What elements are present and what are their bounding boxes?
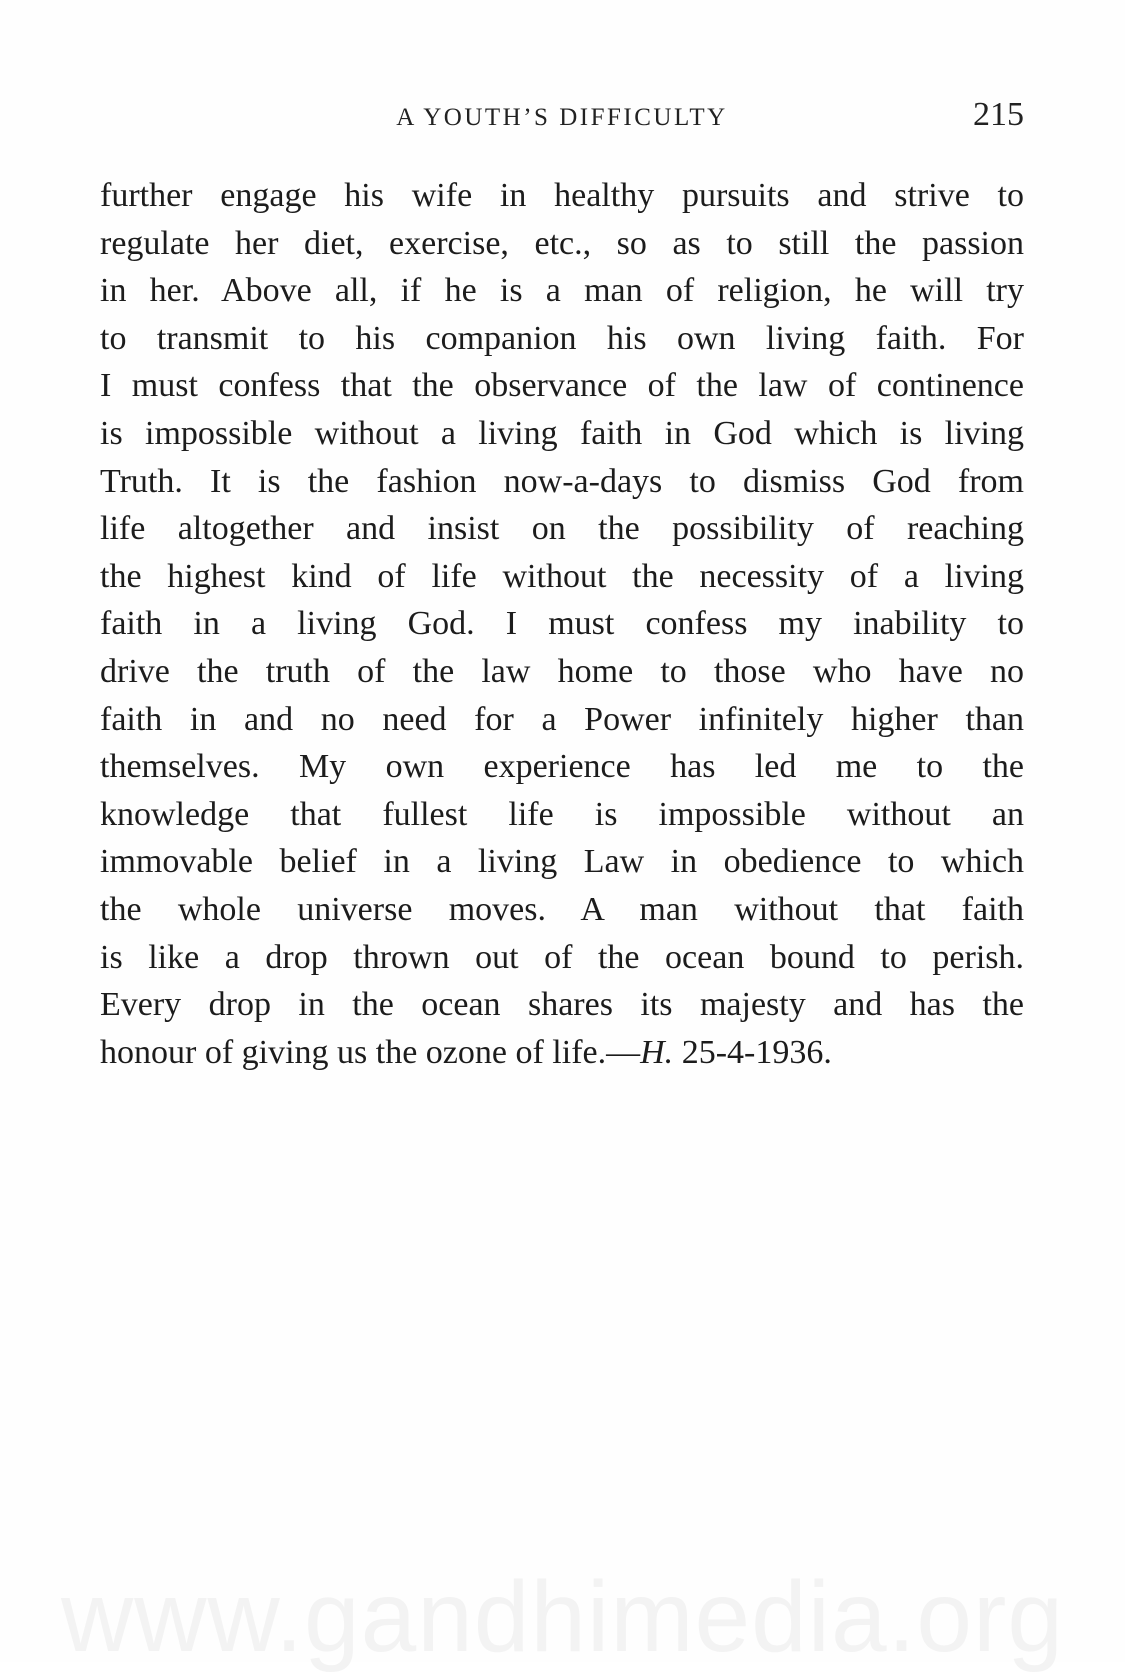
text-line: the highest kind of life without the necessity of a living xyxy=(100,557,1024,595)
text-line: knowledge that fullest life is impossible without an xyxy=(100,795,1024,833)
text-line: Truth. It is the fashion now-a-days to dismiss God from xyxy=(100,462,1024,500)
text-line: to transmit to his companion his own living faith. For xyxy=(100,319,1024,357)
text-line: themselves. My own experience has led me to the xyxy=(100,748,1024,786)
citation-dash: — xyxy=(606,1033,641,1071)
text-line: in her. Above all, if he is a man of religion, he will try xyxy=(100,272,1024,310)
text-line: is like a drop thrown out of the ocean bound to perish. xyxy=(100,938,1024,976)
running-title: A YOUTH’S DIFFICULTY xyxy=(396,104,728,131)
watermark: www.gandhimedia.org xyxy=(61,1561,1064,1673)
text-line: regulate her diet, exercise, etc., so as to still the passion xyxy=(100,224,1024,262)
text-line: the whole universe moves. A man without that faith xyxy=(100,890,1024,928)
text-line: life altogether and insist on the possibility of reaching xyxy=(100,510,1024,548)
text-line: further engage his wife in healthy pursuits and strive to xyxy=(100,177,1024,214)
citation-source: H. xyxy=(640,1033,674,1071)
running-header xyxy=(100,96,1024,146)
text-line-last: honour of giving us the ozone of life.—H. 25-4-1936. xyxy=(100,1033,832,1071)
text-line: drive the truth of the law home to those who have no xyxy=(100,652,1024,690)
text-line: immovable belief in a living Law in obedience to which xyxy=(100,843,1024,881)
text-line: faith in and no need for a Power infinitely higher than xyxy=(100,700,1024,738)
citation-date: 25-4-1936. xyxy=(673,1033,832,1071)
body-paragraph xyxy=(100,172,1024,1076)
text-line: faith in a living God. I must confess my inability to xyxy=(100,605,1024,643)
page-number: 215 xyxy=(973,96,1024,133)
text-line: Every drop in the ocean shares its majesty and has the xyxy=(100,986,1024,1024)
text-line: is impossible without a living faith in God which is living xyxy=(100,414,1024,452)
text-line: I must confess that the observance of the law of continence xyxy=(100,367,1024,405)
